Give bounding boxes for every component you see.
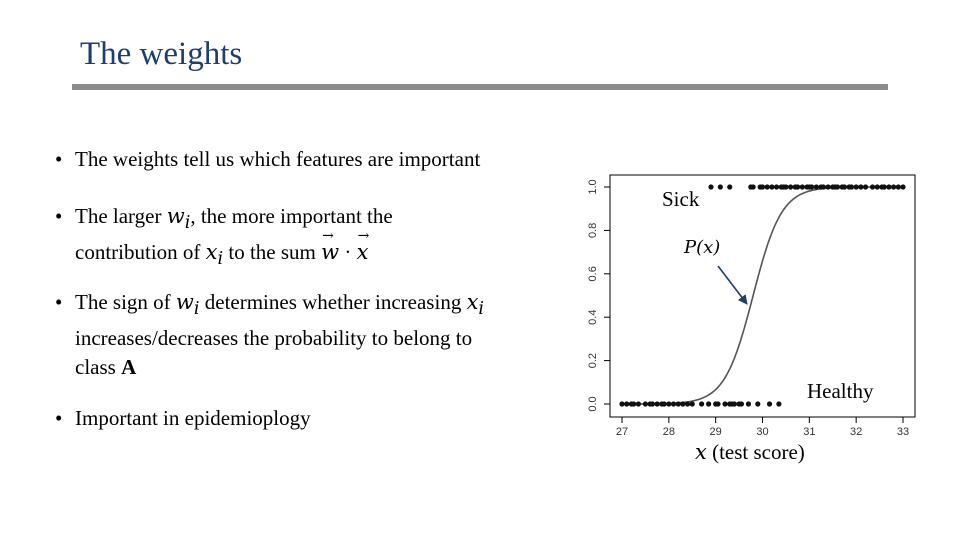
data-point xyxy=(671,401,676,406)
data-point xyxy=(765,184,770,189)
sigmoid-curve xyxy=(622,187,903,404)
math-w-vector: → w xyxy=(321,238,339,267)
math-w: w xyxy=(175,290,194,314)
data-point xyxy=(624,401,629,406)
x-axis-label-var: x xyxy=(695,440,707,464)
math-sub-i: i xyxy=(184,213,191,234)
bullet-2-text xyxy=(75,202,555,274)
data-point xyxy=(706,401,711,406)
x-tick-label: 29 xyxy=(709,426,722,438)
data-point xyxy=(900,184,905,189)
bullet-3-text xyxy=(75,288,555,382)
x-axis xyxy=(616,417,909,438)
data-point xyxy=(854,184,859,189)
data-point xyxy=(882,184,887,189)
bullet-marker: • xyxy=(55,204,63,228)
math-sub-i: i xyxy=(193,299,200,320)
x-tick-label: 30 xyxy=(756,426,769,438)
y-tick-label: 0.2 xyxy=(587,352,599,369)
class-a-label: A xyxy=(121,355,137,380)
bullet-marker: • xyxy=(55,406,63,430)
sick-label: Sick xyxy=(662,187,700,211)
x-tick-label: 27 xyxy=(615,426,629,438)
data-point xyxy=(631,401,636,406)
data-point xyxy=(835,184,840,189)
data-point xyxy=(788,184,793,189)
bullet-2-part: contribution of xyxy=(75,240,206,265)
data-point xyxy=(739,401,744,406)
data-point xyxy=(825,184,830,189)
data-point xyxy=(718,184,723,189)
data-point xyxy=(655,401,660,406)
data-point xyxy=(751,184,756,189)
data-point xyxy=(875,184,880,189)
data-point xyxy=(619,401,624,406)
healthy-points xyxy=(619,401,781,406)
y-tick-label: 0.6 xyxy=(587,266,599,282)
bullet-3-part: class xyxy=(75,355,122,380)
bullet-1-text: The weights tell us which features are important xyxy=(75,147,481,171)
data-point xyxy=(783,184,788,189)
math-sub-i: i xyxy=(478,299,485,320)
sick-points xyxy=(708,184,905,189)
data-point xyxy=(662,401,667,406)
x-axis-label-text: (test score) xyxy=(706,440,805,464)
math-x-vector: → x xyxy=(357,238,369,267)
bullet-marker: • xyxy=(55,290,63,314)
px-arrow xyxy=(718,266,747,304)
data-point xyxy=(842,184,847,189)
data-point xyxy=(767,401,772,406)
x-tick-label: 32 xyxy=(850,426,863,438)
data-point xyxy=(821,184,826,189)
data-point xyxy=(727,184,732,189)
math-dot: · xyxy=(339,240,357,265)
x-tick-label: 31 xyxy=(803,426,816,438)
data-point xyxy=(863,184,868,189)
bullet-2-part: , the more important the xyxy=(190,204,393,228)
data-point xyxy=(708,184,713,189)
data-point xyxy=(886,184,891,189)
math-w: w xyxy=(166,204,185,228)
math-x: x xyxy=(466,290,479,314)
data-point xyxy=(722,401,727,406)
logistic-chart xyxy=(560,165,940,470)
data-point xyxy=(870,184,875,189)
bullet-3-part: determines whether increasing xyxy=(199,290,467,314)
data-point xyxy=(666,401,671,406)
data-point xyxy=(891,184,896,189)
data-point xyxy=(643,401,648,406)
data-point xyxy=(680,401,685,406)
data-point xyxy=(685,401,690,406)
data-point xyxy=(690,401,695,406)
title-divider xyxy=(72,84,888,90)
data-point xyxy=(769,184,774,189)
data-point xyxy=(800,184,805,189)
y-tick-label: 0.0 xyxy=(587,396,599,412)
y-axis xyxy=(587,179,610,411)
data-point xyxy=(776,401,781,406)
data-point xyxy=(896,184,901,189)
px-label: P(x) xyxy=(684,237,721,258)
slide-title: The weights xyxy=(80,36,243,72)
data-point xyxy=(715,401,720,406)
bullet-3-line-2: increases/decreases the probability to belong to xyxy=(75,326,473,351)
data-point xyxy=(755,401,760,406)
bullet-3-part: The sign of xyxy=(75,290,176,314)
bullet-4-text: Important in epidemioplogy xyxy=(75,406,311,430)
x-tick-label: 28 xyxy=(662,426,675,438)
x-axis-label xyxy=(695,440,805,464)
math-sub-i: i xyxy=(217,249,224,270)
data-point xyxy=(760,184,765,189)
data-point xyxy=(650,401,655,406)
data-point xyxy=(732,401,737,406)
bullet-2-part: to the sum xyxy=(223,240,322,265)
data-point xyxy=(746,401,751,406)
x-tick-label: 33 xyxy=(896,426,910,438)
data-point xyxy=(774,184,779,189)
y-tick-label: 0.4 xyxy=(587,309,599,325)
bullet-2-part: The larger xyxy=(75,204,167,228)
data-point xyxy=(636,401,641,406)
healthy-label: Healthy xyxy=(807,379,874,403)
data-point xyxy=(814,184,819,189)
bullet-marker: • xyxy=(55,147,63,171)
data-point xyxy=(676,401,681,406)
data-point xyxy=(858,184,863,189)
data-point xyxy=(809,184,814,189)
data-point xyxy=(849,184,854,189)
y-tick-label: 1.0 xyxy=(587,179,599,195)
data-point xyxy=(795,184,800,189)
math-x: x xyxy=(205,240,218,265)
data-point xyxy=(699,401,704,406)
y-tick-label: 0.8 xyxy=(587,222,599,239)
